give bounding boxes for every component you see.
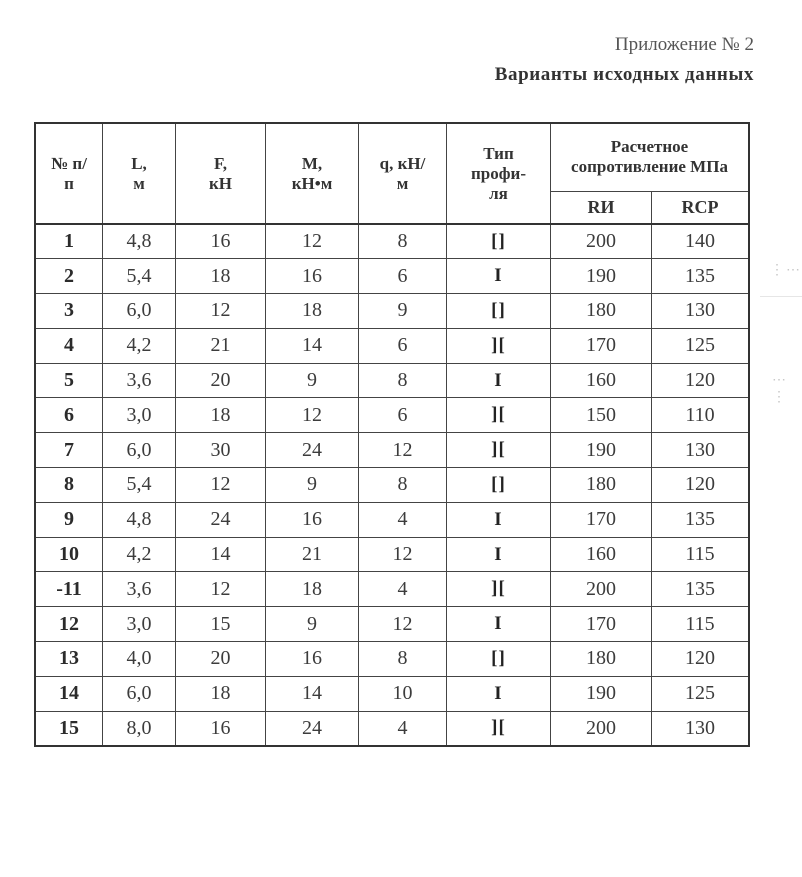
cell-ri: 180 xyxy=(551,468,652,503)
cell-moment: 12 xyxy=(266,224,359,259)
cell-number: -11 xyxy=(35,572,103,607)
document-title: Варианты исходных данных xyxy=(494,64,754,85)
cell-length: 5,4 xyxy=(103,259,176,294)
cell-load: 4 xyxy=(359,572,447,607)
cell-load: 12 xyxy=(359,607,447,642)
cell-force: 20 xyxy=(176,363,266,398)
cell-moment: 24 xyxy=(266,711,359,746)
cell-load: 12 xyxy=(359,537,447,572)
cell-force: 30 xyxy=(176,433,266,468)
table-row xyxy=(35,224,749,259)
document-caption xyxy=(495,30,754,90)
cell-number: 7 xyxy=(35,433,103,468)
cell-profile-type: ][ xyxy=(447,328,551,363)
cell-moment: 14 xyxy=(266,676,359,711)
cell-ri: 170 xyxy=(551,328,652,363)
cell-rcp: 140 xyxy=(652,224,750,259)
cell-moment: 24 xyxy=(266,433,359,468)
header-profile-type: Тип профи- ля xyxy=(447,123,551,224)
table-row xyxy=(35,502,749,537)
cell-moment: 14 xyxy=(266,328,359,363)
cell-profile-type: ][ xyxy=(447,433,551,468)
cell-rcp: 125 xyxy=(652,328,750,363)
header-distributed-load: q, кН/м xyxy=(359,123,447,224)
cell-moment: 18 xyxy=(266,294,359,329)
cell-profile-type: [] xyxy=(447,642,551,677)
table-row xyxy=(35,294,749,329)
header-force: F, кН xyxy=(176,123,266,224)
cell-rcp: 135 xyxy=(652,259,750,294)
header-moment: М, кН•м xyxy=(266,123,359,224)
cell-length: 4,2 xyxy=(103,537,176,572)
cell-rcp: 130 xyxy=(652,711,750,746)
table-row xyxy=(35,572,749,607)
header-design-resistance: Расчетное сопротивление МПа xyxy=(551,123,750,191)
cell-ri: 200 xyxy=(551,711,652,746)
cell-profile-type: I xyxy=(447,676,551,711)
cell-ri: 160 xyxy=(551,537,652,572)
cell-force: 16 xyxy=(176,224,266,259)
cell-ri: 160 xyxy=(551,363,652,398)
cell-load: 6 xyxy=(359,259,447,294)
cell-moment: 12 xyxy=(266,398,359,433)
table-row xyxy=(35,676,749,711)
cell-length: 3,6 xyxy=(103,572,176,607)
scan-smudge: ⋯⋮ xyxy=(772,373,788,405)
cell-load: 8 xyxy=(359,363,447,398)
cell-load: 6 xyxy=(359,328,447,363)
table-row xyxy=(35,607,749,642)
cell-profile-type: ][ xyxy=(447,398,551,433)
cell-rcp: 120 xyxy=(652,363,750,398)
cell-moment: 16 xyxy=(266,502,359,537)
cell-moment: 9 xyxy=(266,363,359,398)
cell-length: 4,8 xyxy=(103,224,176,259)
table-row xyxy=(35,642,749,677)
cell-length: 3,0 xyxy=(103,607,176,642)
table-row xyxy=(35,363,749,398)
cell-moment: 9 xyxy=(266,468,359,503)
appendix-label: Приложение № 2 xyxy=(614,34,754,55)
table-body xyxy=(35,224,749,746)
cell-load: 9 xyxy=(359,294,447,329)
cell-length: 6,0 xyxy=(103,433,176,468)
cell-force: 12 xyxy=(176,572,266,607)
cell-force: 20 xyxy=(176,642,266,677)
cell-rcp: 120 xyxy=(652,468,750,503)
cell-rcp: 115 xyxy=(652,607,750,642)
cell-number: 1 xyxy=(35,224,103,259)
cell-load: 12 xyxy=(359,433,447,468)
cell-number: 14 xyxy=(35,676,103,711)
cell-number: 13 xyxy=(35,642,103,677)
cell-load: 6 xyxy=(359,398,447,433)
cell-length: 6,0 xyxy=(103,676,176,711)
cell-load: 10 xyxy=(359,676,447,711)
cell-profile-type: ][ xyxy=(447,572,551,607)
cell-moment: 18 xyxy=(266,572,359,607)
cell-number: 4 xyxy=(35,328,103,363)
table-row xyxy=(35,468,749,503)
header-rcp: RСР xyxy=(652,191,750,224)
cell-ri: 180 xyxy=(551,642,652,677)
cell-ri: 170 xyxy=(551,502,652,537)
table-row xyxy=(35,433,749,468)
cell-load: 8 xyxy=(359,468,447,503)
cell-rcp: 135 xyxy=(652,572,750,607)
table-row xyxy=(35,328,749,363)
cell-ri: 200 xyxy=(551,224,652,259)
cell-force: 18 xyxy=(176,259,266,294)
table-row xyxy=(35,711,749,746)
cell-load: 4 xyxy=(359,711,447,746)
cell-rcp: 115 xyxy=(652,537,750,572)
cell-ri: 180 xyxy=(551,294,652,329)
cell-ri: 190 xyxy=(551,259,652,294)
cell-length: 5,4 xyxy=(103,468,176,503)
cell-ri: 200 xyxy=(551,572,652,607)
input-data-table xyxy=(34,122,750,747)
cell-number: 8 xyxy=(35,468,103,503)
cell-number: 10 xyxy=(35,537,103,572)
scan-artifact-line xyxy=(760,296,802,297)
cell-rcp: 125 xyxy=(652,676,750,711)
header-number: № п/п xyxy=(35,123,103,224)
cell-force: 21 xyxy=(176,328,266,363)
cell-profile-type: [] xyxy=(447,294,551,329)
cell-force: 12 xyxy=(176,468,266,503)
cell-rcp: 135 xyxy=(652,502,750,537)
cell-rcp: 130 xyxy=(652,433,750,468)
cell-moment: 21 xyxy=(266,537,359,572)
cell-profile-type: I xyxy=(447,363,551,398)
cell-rcp: 120 xyxy=(652,642,750,677)
cell-length: 6,0 xyxy=(103,294,176,329)
cell-force: 18 xyxy=(176,398,266,433)
cell-ri: 190 xyxy=(551,433,652,468)
cell-force: 12 xyxy=(176,294,266,329)
cell-profile-type: [] xyxy=(447,468,551,503)
cell-moment: 9 xyxy=(266,607,359,642)
table-row xyxy=(35,537,749,572)
cell-moment: 16 xyxy=(266,642,359,677)
cell-length: 4,0 xyxy=(103,642,176,677)
cell-force: 16 xyxy=(176,711,266,746)
cell-rcp: 130 xyxy=(652,294,750,329)
cell-rcp: 110 xyxy=(652,398,750,433)
table-row xyxy=(35,398,749,433)
cell-ri: 190 xyxy=(551,676,652,711)
cell-number: 9 xyxy=(35,502,103,537)
table-row xyxy=(35,259,749,294)
header-length: L, м xyxy=(103,123,176,224)
cell-length: 3,6 xyxy=(103,363,176,398)
cell-profile-type: I xyxy=(447,607,551,642)
scan-smudge: ⋮⋯ xyxy=(770,263,802,278)
cell-profile-type: I xyxy=(447,259,551,294)
cell-length: 8,0 xyxy=(103,711,176,746)
cell-number: 12 xyxy=(35,607,103,642)
cell-force: 15 xyxy=(176,607,266,642)
cell-ri: 170 xyxy=(551,607,652,642)
cell-profile-type: [] xyxy=(447,224,551,259)
cell-number: 5 xyxy=(35,363,103,398)
table-header-row xyxy=(35,123,749,191)
cell-moment: 16 xyxy=(266,259,359,294)
cell-ri: 150 xyxy=(551,398,652,433)
cell-number: 3 xyxy=(35,294,103,329)
cell-force: 18 xyxy=(176,676,266,711)
cell-number: 15 xyxy=(35,711,103,746)
cell-load: 8 xyxy=(359,642,447,677)
cell-number: 6 xyxy=(35,398,103,433)
cell-force: 24 xyxy=(176,502,266,537)
cell-force: 14 xyxy=(176,537,266,572)
cell-profile-type: I xyxy=(447,502,551,537)
cell-load: 4 xyxy=(359,502,447,537)
cell-length: 4,8 xyxy=(103,502,176,537)
cell-profile-type: ][ xyxy=(447,711,551,746)
cell-length: 4,2 xyxy=(103,328,176,363)
cell-profile-type: I xyxy=(447,537,551,572)
cell-number: 2 xyxy=(35,259,103,294)
header-ri: RИ xyxy=(551,191,652,224)
cell-load: 8 xyxy=(359,224,447,259)
cell-length: 3,0 xyxy=(103,398,176,433)
